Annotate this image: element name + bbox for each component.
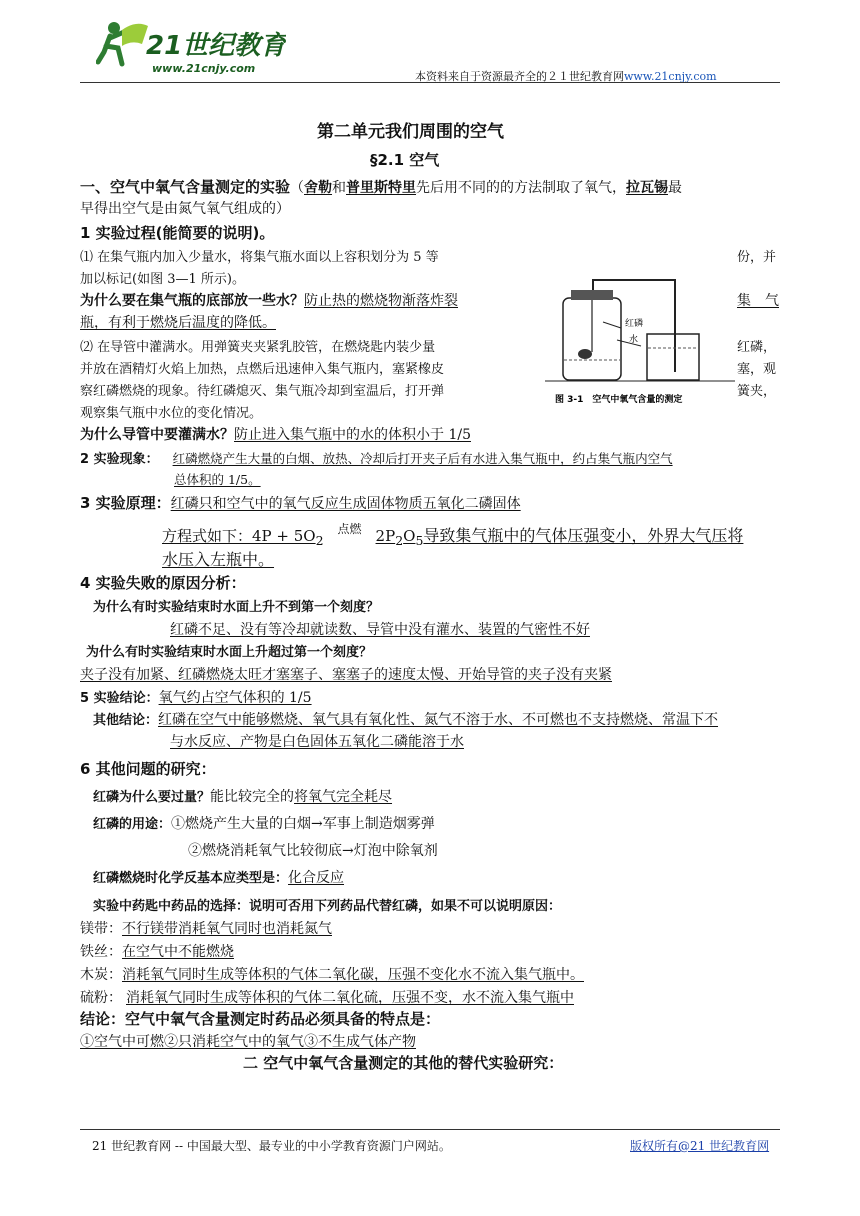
figure-caption: 图 3-1 空气中氧气含量的测定	[555, 395, 683, 405]
step2-line2: 并放在酒精灯火焰上加热，点燃后迅速伸入集气瓶内，塞紧橡皮	[80, 362, 445, 377]
step2-line3: 察红磷燃烧的现象。待红磷熄灭、集气瓶冷却到室温后，打开弹	[80, 384, 445, 399]
page-subtitle: §2.1 空气	[370, 151, 440, 169]
header-rule	[80, 82, 780, 83]
reaction-type: 红磷燃烧时化学反基本应类型是：化合反应	[93, 870, 345, 886]
substitute-s: 硫粉： 消耗氧气同时生成等体积的气体二氧化硫，压强不变，水不流入集气瓶中	[80, 990, 574, 1006]
section-2-heading: 二 空气中氧气含量测定的其他的替代实验研究：	[243, 1054, 564, 1072]
excess-question: 红磷为什么要过量？能比较完全的将氧气完全耗尽	[93, 789, 393, 805]
other-conclusion-line2: 与水反应、产物是白色固体五氧化二磷能溶于水	[170, 734, 464, 750]
page-title: 第二单元我们周围的空气	[317, 122, 504, 142]
footer-left: 21 世纪教育网 -- 中国最大型、最专业的中小学教育资源门户网站。	[92, 1139, 451, 1153]
section-1-line2: 早得出空气是由氮气氧气组成的）	[80, 201, 290, 217]
figure-label-water: 水	[629, 335, 639, 345]
equation: 方程式如下：$4P + 5O_2$点燃 $2P_2O_5$导致集气瓶中的气体压强变小，外界大气压将	[162, 522, 744, 548]
use-line2: ②燃烧消耗氧气比较彻底→灯泡中除氧剂	[188, 843, 438, 859]
figure-label-red-phosphorus: 红磷	[625, 319, 644, 329]
step1-line1-end: 份，并	[737, 250, 777, 265]
step2-line1-end: 红磷，	[737, 340, 777, 355]
substitute-fe: 铁丝：在空气中不能燃烧	[80, 944, 234, 960]
phenomenon-line2: 总体积的 1/5。	[174, 472, 261, 487]
question-1: 为什么要在集气瓶的底部放一些水？防止热的燃烧物渐落炸裂	[80, 293, 458, 309]
failure-a2: 夹子没有加紧、红磷燃烧太旺才塞塞子、塞塞子的速度太慢、开始导管的夹子没有夹紧	[80, 667, 612, 683]
other-conclusion: 其他结论：红磷在空气中能够燃烧、氧气具有氧化性、氮气不溶于水、不可燃也不支持燃烧、常温下不	[93, 712, 719, 728]
final-question: 结论：空气中氧气含量测定时药品必须具备的特点是：	[80, 1010, 441, 1028]
other-heading: 6 其他问题的研究：	[80, 760, 216, 778]
procedure-heading: 1 实验过程(能简要的说明)。	[80, 224, 275, 242]
header-link[interactable]: www.21cnjy.com	[624, 70, 717, 83]
substitute-question: 实验中药匙中药品的选择：说明可否用下列药品代替红磷，如果不可以说明原因：	[93, 899, 562, 914]
footer-copyright-link[interactable]: 版权所有@21 世纪教育网	[630, 1139, 770, 1153]
answer-1-line2: 瓶，有利于燃烧后温度的降低。	[80, 315, 276, 331]
final-answer: ①空气中可燃②只消耗空气中的氧气③不生成气体产物	[80, 1034, 416, 1050]
equation-line2: 水压入左瓶中。	[162, 550, 275, 569]
section-1-heading: 一、空气中氧气含量测定的实验（舍勒和普里斯特里先后用不同的的方法制取了氧气，拉瓦锡最	[80, 178, 683, 196]
answer-1-end: 集 气	[737, 293, 779, 309]
step1-line1: ⑴ 在集气瓶内加入少量水，将集气瓶水面以上容积划分为 5 等	[80, 250, 439, 265]
failure-q1: 为什么有时实验结束时水面上升不到第一个刻度？	[93, 600, 380, 615]
footer-rule	[80, 1129, 780, 1130]
step2-line4: 观察集气瓶中水位的变化情况。	[80, 406, 263, 421]
failure-a1: 红磷不足、没有等冷却就读数、导管中没有灌水、装置的气密性不好	[170, 622, 590, 638]
substitute-c: 木炭：消耗氧气同时生成等体积的气体二氧化碳，压强不变化水不流入集气瓶中。	[80, 967, 584, 983]
logo-text: 21世纪教育	[146, 31, 286, 61]
use-line1: 红磷的用途：①燃烧产生大量的白烟→军事上制造烟雾弹	[93, 816, 435, 832]
apparatus-figure	[545, 276, 735, 416]
header-note: 本资料来自于资源最齐全的２１世纪教育网www.21cnjy.com	[415, 70, 717, 83]
failure-q2: 为什么有时实验结束时水面上升超过第一个刻度？	[86, 645, 373, 660]
step1-line2: 加以标记(如图 3—1 所示)。	[80, 272, 245, 287]
conclusion: 5 实验结论：氧气约占空气体积的 1/5	[80, 690, 312, 706]
principle: 3 实验原理：红磷只和空气中的氧气反应生成固体物质五氧化二磷固体	[80, 494, 521, 512]
substitute-mg: 镁带：不行镁带消耗氧气同时也消耗氮气	[80, 921, 332, 937]
step2-line1: ⑵ 在导管中灌满水。用弹簧夹夹紧乳胶管，在燃烧匙内装少量	[80, 340, 436, 355]
step2-line2-end: 塞，观	[737, 362, 777, 377]
phenomenon: 2 实验现象： 红磷燃烧产生大量的白烟、放热、冷却后打开夹子后有水进入集气瓶中，约占集气瓶内空气	[80, 451, 673, 467]
failure-heading: 4 实验失败的原因分析：	[80, 574, 246, 592]
site-logo	[96, 18, 286, 80]
step2-line3-end: 簧夹，	[737, 384, 777, 399]
logo-url: www.21cnjy.com	[152, 62, 256, 75]
question-2: 为什么导管中要灌满水？防止进入集气瓶中的水的体积小于 1/5	[80, 427, 471, 443]
